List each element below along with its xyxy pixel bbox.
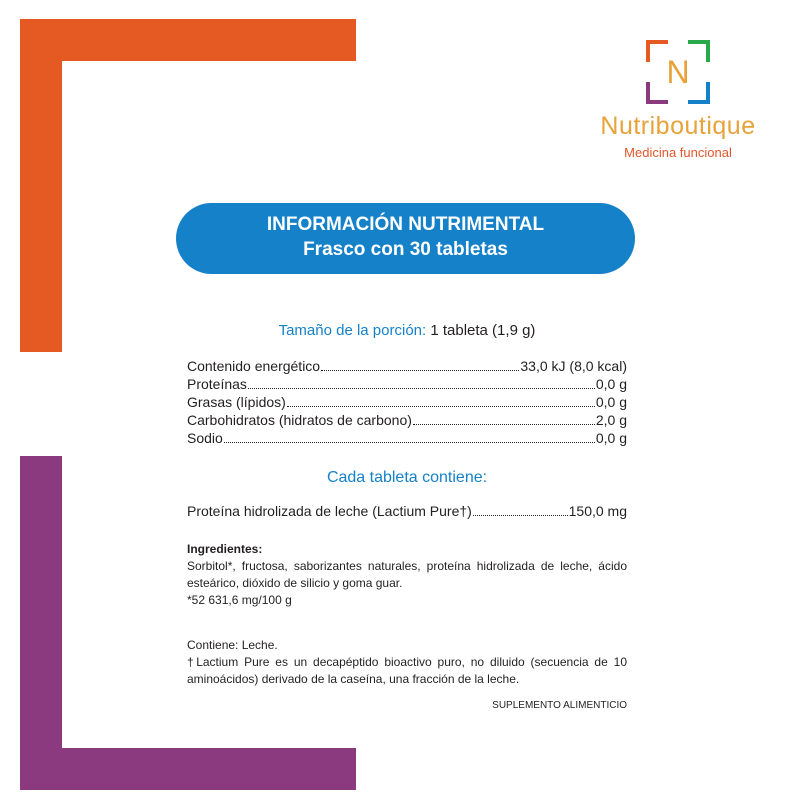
nutrient-row-protein (187, 375, 627, 393)
header-subtitle: Frasco con 30 tabletas (303, 239, 508, 260)
nutrient-row-fat (187, 393, 627, 411)
nutrient-value: 0,0 g (595, 430, 627, 446)
serving-label: Tamaño de la porción: (278, 322, 427, 339)
brand-tagline: Medicina funcional (624, 145, 732, 160)
nutrient-name: Grasas (lípidos) (187, 394, 286, 410)
serving-size (187, 322, 627, 339)
per-tablet-name: Proteína hidrolizada de leche (Lactium Pure†) (187, 503, 472, 519)
nutrient-name: Carbohidratos (hidratos de carbono) (187, 412, 412, 428)
dot-leader (287, 393, 595, 407)
logo-mark-icon (646, 40, 710, 104)
nutrition-header (176, 203, 635, 274)
header-title: INFORMACIÓN NUTRIMENTAL (266, 214, 545, 235)
nutrient-row-energy (187, 357, 627, 375)
brand-logo (578, 40, 778, 160)
nutrient-row-sodium (187, 429, 627, 447)
per-tablet-row (187, 502, 627, 520)
nutrient-value: 0,0 g (595, 394, 627, 410)
nutrient-name: Sodio (187, 430, 223, 446)
dot-leader (248, 375, 595, 389)
nutrient-value: 2,0 g (595, 412, 627, 428)
nutrient-name: Contenido energético (187, 358, 321, 374)
nutrient-row-carbs (187, 411, 627, 429)
brand-name: Nutriboutique (600, 112, 756, 140)
ingredients-heading: Ingredientes: (187, 542, 263, 556)
ingredients-block (187, 541, 627, 609)
orange-frame-corner (20, 19, 356, 352)
dot-leader (473, 502, 568, 516)
dot-leader (224, 429, 595, 443)
dot-leader (321, 357, 519, 371)
nutrient-value: 0,0 g (595, 376, 627, 392)
serving-value: 1 tableta (1,9 g) (430, 322, 536, 339)
nutrient-value: 33,0 kJ (8,0 kcal) (520, 358, 627, 374)
supplement-label: SUPLEMENTO ALIMENTICIO (492, 700, 627, 711)
contains-note: Contiene: Leche. (187, 638, 278, 652)
notes-block (187, 637, 627, 688)
per-tablet-title: Cada tableta contiene: (326, 469, 488, 486)
ingredients-footnote: *52 631,6 mg/100 g (187, 593, 292, 607)
lactium-note: †Lactium Pure es un decapéptido bioactivo puro, no diluido (secuencia de 10 aminoácidos) derivado de la caseína, una fracción de la leche. (187, 655, 627, 686)
logo-letter: N (666, 54, 690, 90)
nutrient-name: Proteínas (187, 376, 247, 392)
dot-leader (413, 411, 595, 425)
per-tablet-value: 150,0 mg (568, 503, 627, 519)
ingredients-text: Sorbitol*, fructosa, saborizantes naturales, proteína hidrolizada de leche, ácido esteárico, dióxido de silicio y goma guar. (187, 559, 627, 590)
